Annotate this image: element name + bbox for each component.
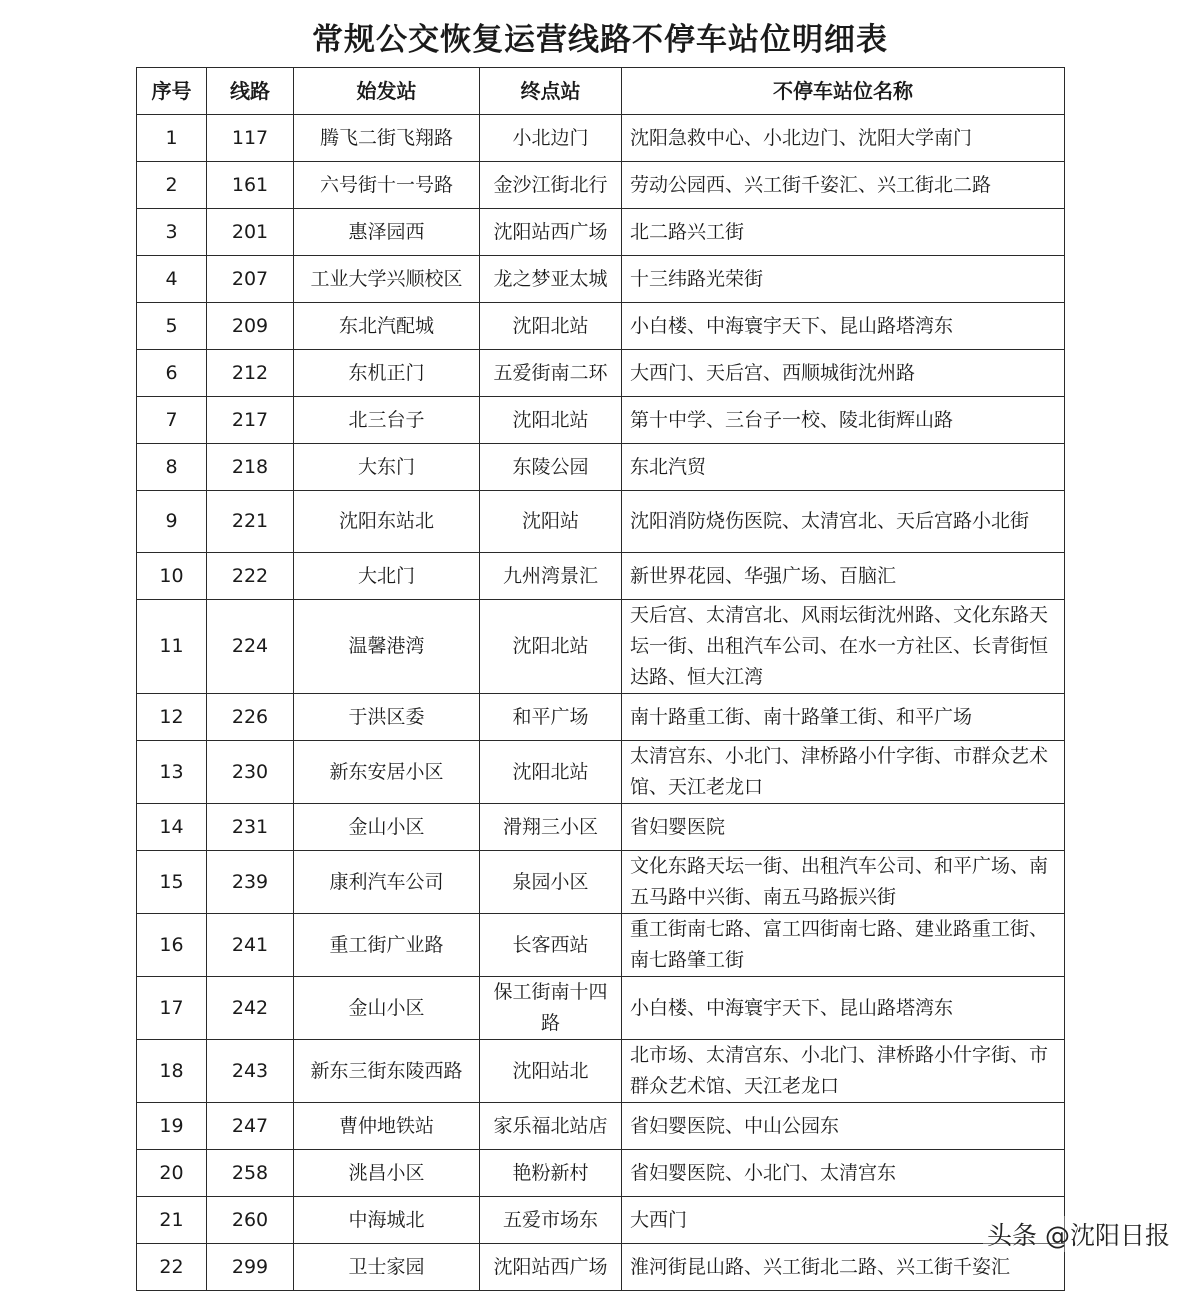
cell-end: 沈阳站西广场 — [480, 209, 622, 256]
cell-end: 龙之梦亚太城 — [480, 256, 622, 303]
cell-route: 217 — [207, 397, 294, 444]
cell-start: 重工街广业路 — [294, 914, 480, 977]
cell-end: 沈阳北站 — [480, 741, 622, 804]
cell-route: 226 — [207, 694, 294, 741]
cell-end: 家乐福北站店 — [480, 1103, 622, 1150]
cell-route: 243 — [207, 1040, 294, 1103]
cell-route: 258 — [207, 1150, 294, 1197]
cell-seq: 7 — [137, 397, 207, 444]
cell-stops: 小白楼、中海寰宇天下、昆山路塔湾东 — [622, 977, 1065, 1040]
cell-start: 卫士家园 — [294, 1244, 480, 1291]
cell-route: 221 — [207, 491, 294, 553]
table-row — [137, 162, 1065, 209]
table-row — [137, 741, 1065, 804]
cell-start: 大北门 — [294, 553, 480, 600]
cell-seq: 12 — [137, 694, 207, 741]
cell-seq: 19 — [137, 1103, 207, 1150]
cell-route: 201 — [207, 209, 294, 256]
cell-stops: 沈阳急救中心、小北边门、沈阳大学南门 — [622, 115, 1065, 162]
cell-end: 和平广场 — [480, 694, 622, 741]
cell-start: 金山小区 — [294, 804, 480, 851]
table-row — [137, 1040, 1065, 1103]
cell-start: 北三台子 — [294, 397, 480, 444]
cell-start: 东机正门 — [294, 350, 480, 397]
cell-start: 新东三街东陵西路 — [294, 1040, 480, 1103]
table-row — [137, 444, 1065, 491]
table-row — [137, 804, 1065, 851]
cell-stops: 省妇婴医院 — [622, 804, 1065, 851]
header-seq: 序号 — [137, 68, 207, 115]
page-title: 常规公交恢复运营线路不停车站位明细表 — [312, 22, 888, 58]
table-row — [137, 209, 1065, 256]
cell-seq: 10 — [137, 553, 207, 600]
cell-seq: 3 — [137, 209, 207, 256]
cell-route: 212 — [207, 350, 294, 397]
cell-start: 洮昌小区 — [294, 1150, 480, 1197]
cell-end: 沈阳站 — [480, 491, 622, 553]
cell-seq: 9 — [137, 491, 207, 553]
cell-stops: 省妇婴医院、中山公园东 — [622, 1103, 1065, 1150]
cell-stops: 省妇婴医院、小北门、太清宫东 — [622, 1150, 1065, 1197]
cell-seq: 11 — [137, 600, 207, 694]
cell-stops: 新世界花园、华强广场、百脑汇 — [622, 553, 1065, 600]
table-row — [137, 553, 1065, 600]
cell-route: 209 — [207, 303, 294, 350]
watermark: 头条 @沈阳日报 — [983, 1216, 1174, 1252]
cell-stops: 天后宫、太清宫北、风雨坛街沈州路、文化东路天坛一街、出租汽车公司、在水一方社区、长青街恒达路、恒大江湾 — [622, 600, 1065, 694]
cell-stops: 南十路重工街、南十路肇工街、和平广场 — [622, 694, 1065, 741]
cell-start: 中海城北 — [294, 1197, 480, 1244]
cell-seq: 17 — [137, 977, 207, 1040]
cell-route: 239 — [207, 851, 294, 914]
cell-seq: 5 — [137, 303, 207, 350]
cell-stops: 太清宫东、小北门、津桥路小什字街、市群众艺术馆、天江老龙口 — [622, 741, 1065, 804]
cell-route: 241 — [207, 914, 294, 977]
cell-stops: 北市场、太清宫东、小北门、津桥路小什字街、市群众艺术馆、天江老龙口 — [622, 1040, 1065, 1103]
header-end: 终点站 — [480, 68, 622, 115]
cell-seq: 13 — [137, 741, 207, 804]
cell-seq: 6 — [137, 350, 207, 397]
table-header-row — [137, 68, 1065, 115]
table-row — [137, 350, 1065, 397]
cell-seq: 2 — [137, 162, 207, 209]
table-row — [137, 1150, 1065, 1197]
cell-seq: 4 — [137, 256, 207, 303]
table-row — [137, 1103, 1065, 1150]
route-table — [136, 67, 1065, 1291]
table-row — [137, 694, 1065, 741]
cell-route: 161 — [207, 162, 294, 209]
cell-start: 沈阳东站北 — [294, 491, 480, 553]
cell-stops: 重工街南七路、富工四街南七路、建业路重工街、南七路肇工街 — [622, 914, 1065, 977]
cell-end: 小北边门 — [480, 115, 622, 162]
cell-end: 沈阳北站 — [480, 397, 622, 444]
cell-start: 康利汽车公司 — [294, 851, 480, 914]
cell-end: 五爱市场东 — [480, 1197, 622, 1244]
table-row — [137, 600, 1065, 694]
cell-end: 九州湾景汇 — [480, 553, 622, 600]
cell-stops: 淮河街昆山路、兴工街北二路、兴工街千姿汇 — [622, 1244, 1065, 1291]
cell-start: 金山小区 — [294, 977, 480, 1040]
table-row — [137, 397, 1065, 444]
cell-start: 六号街十一号路 — [294, 162, 480, 209]
cell-start: 大东门 — [294, 444, 480, 491]
cell-route: 231 — [207, 804, 294, 851]
cell-stops: 东北汽贸 — [622, 444, 1065, 491]
cell-route: 207 — [207, 256, 294, 303]
cell-stops: 大西门、天后宫、西顺城街沈州路 — [622, 350, 1065, 397]
cell-end: 金沙江街北行 — [480, 162, 622, 209]
cell-end: 沈阳北站 — [480, 303, 622, 350]
cell-stops: 沈阳消防烧伤医院、太清宫北、天后宫路小北街 — [622, 491, 1065, 553]
cell-end: 保工街南十四路 — [480, 977, 622, 1040]
cell-route: 247 — [207, 1103, 294, 1150]
cell-end: 泉园小区 — [480, 851, 622, 914]
header-stops: 不停车站位名称 — [622, 68, 1065, 115]
cell-end: 东陵公园 — [480, 444, 622, 491]
cell-end: 沈阳站西广场 — [480, 1244, 622, 1291]
table-row — [137, 1244, 1065, 1291]
cell-stops: 文化东路天坛一街、出租汽车公司、和平广场、南五马路中兴街、南五马路振兴街 — [622, 851, 1065, 914]
cell-route: 222 — [207, 553, 294, 600]
header-route: 线路 — [207, 68, 294, 115]
cell-end: 滑翔三小区 — [480, 804, 622, 851]
table-row — [137, 1197, 1065, 1244]
cell-seq: 20 — [137, 1150, 207, 1197]
cell-seq: 1 — [137, 115, 207, 162]
cell-route: 117 — [207, 115, 294, 162]
cell-start: 腾飞二街飞翔路 — [294, 115, 480, 162]
table-row — [137, 851, 1065, 914]
cell-seq: 15 — [137, 851, 207, 914]
cell-end: 长客西站 — [480, 914, 622, 977]
cell-stops: 十三纬路光荣街 — [622, 256, 1065, 303]
cell-seq: 18 — [137, 1040, 207, 1103]
cell-start: 新东安居小区 — [294, 741, 480, 804]
cell-stops: 北二路兴工街 — [622, 209, 1065, 256]
table-row — [137, 491, 1065, 553]
cell-route: 299 — [207, 1244, 294, 1291]
cell-start: 惠泽园西 — [294, 209, 480, 256]
table-row — [137, 977, 1065, 1040]
cell-route: 218 — [207, 444, 294, 491]
cell-stops: 小白楼、中海寰宇天下、昆山路塔湾东 — [622, 303, 1065, 350]
cell-end: 沈阳站北 — [480, 1040, 622, 1103]
cell-route: 242 — [207, 977, 294, 1040]
cell-seq: 22 — [137, 1244, 207, 1291]
cell-seq: 16 — [137, 914, 207, 977]
cell-seq: 21 — [137, 1197, 207, 1244]
cell-start: 温馨港湾 — [294, 600, 480, 694]
cell-seq: 14 — [137, 804, 207, 851]
cell-end: 艳粉新村 — [480, 1150, 622, 1197]
cell-stops: 劳动公园西、兴工街千姿汇、兴工街北二路 — [622, 162, 1065, 209]
cell-start: 工业大学兴顺校区 — [294, 256, 480, 303]
cell-route: 230 — [207, 741, 294, 804]
cell-seq: 8 — [137, 444, 207, 491]
cell-route: 224 — [207, 600, 294, 694]
table-row — [137, 303, 1065, 350]
cell-start: 曹仲地铁站 — [294, 1103, 480, 1150]
cell-end: 沈阳北站 — [480, 600, 622, 694]
cell-end: 五爱街南二环 — [480, 350, 622, 397]
cell-stops: 第十中学、三台子一校、陵北街辉山路 — [622, 397, 1065, 444]
table-row — [137, 256, 1065, 303]
cell-start: 于洪区委 — [294, 694, 480, 741]
cell-start: 东北汽配城 — [294, 303, 480, 350]
cell-route: 260 — [207, 1197, 294, 1244]
cell-stops: 大西门 — [622, 1197, 1065, 1244]
header-start: 始发站 — [294, 68, 480, 115]
table-row — [137, 115, 1065, 162]
table-row — [137, 914, 1065, 977]
